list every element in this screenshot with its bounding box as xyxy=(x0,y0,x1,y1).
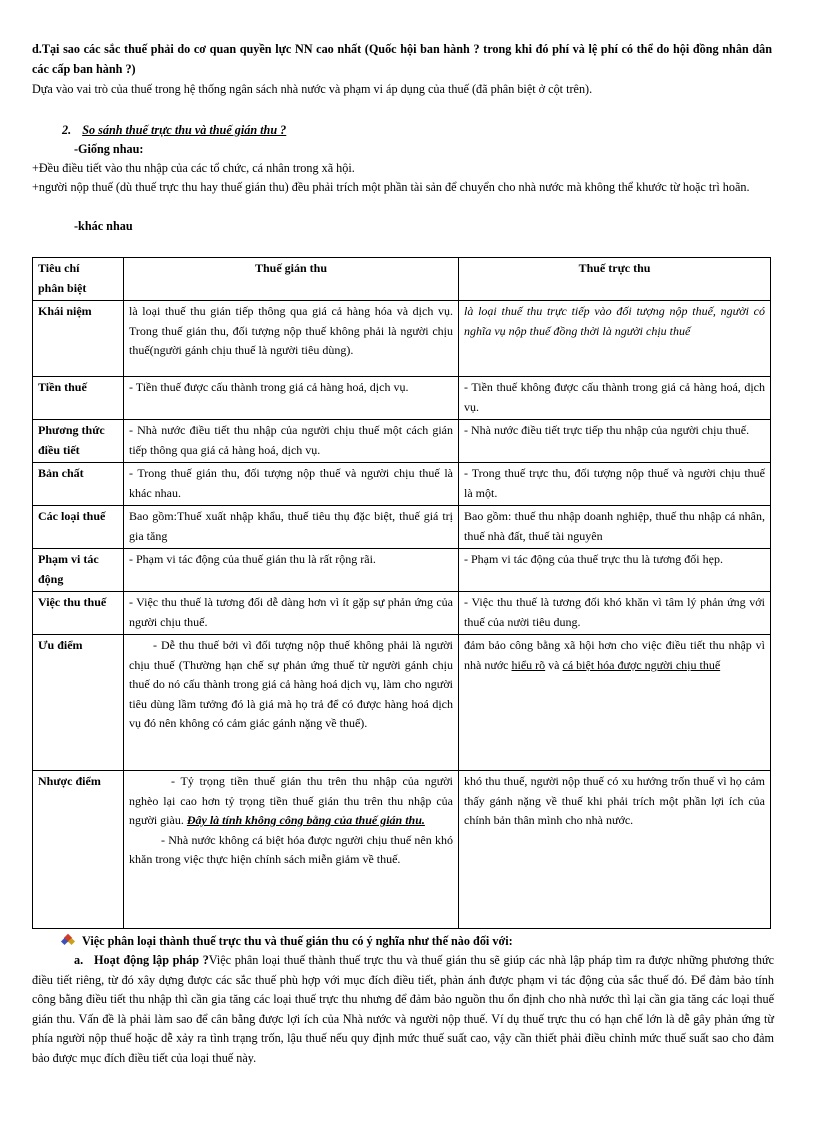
row-direct-cell: khó thu thuế, người nộp thuế có xu hướng trốn thuế vì họ cảm thấy gánh nặng về thuế khi phải trích một phần lợi ích của chính bản thân mình cho nhà nước. xyxy=(459,771,771,929)
row-indirect-cell: - Phạm vi tác động của thuế gián thu là rất rộng rãi. xyxy=(124,549,459,592)
row-direct-cell: - Trong thuế trực thu, đối tượng nộp thuế và người chịu thuế là một. xyxy=(459,463,771,506)
advantage-direct-text-3: và xyxy=(545,657,563,672)
row-indirect-cell: - Tiền thuế được cấu thành trong giá cả hàng hoá, dịch vụ. xyxy=(124,377,459,420)
header-criteria xyxy=(33,258,124,301)
section-2-title: So sánh thuế trực thu và thuế gián thu ? xyxy=(82,123,287,137)
table-header-row xyxy=(33,258,771,301)
row-criterion: Bản chất xyxy=(33,463,124,506)
row-indirect-cell xyxy=(124,771,459,929)
section-3-heading-text: Việc phân loại thành thuế trực thu và thuế gián thu có ý nghĩa như thế nào đối với: xyxy=(82,934,513,948)
advantage-direct-text-2: hiểu rõ xyxy=(511,657,546,672)
advantage-direct-text-1: đảm bảo công bằng xã hội hơn cho việc điều tiết thu nhập vì nhà nước xyxy=(464,638,765,672)
section-2-heading xyxy=(62,120,286,140)
row-direct-cell: Bao gồm: thuế thu nhập doanh nghiệp, thuế thu nhập cá nhân, thuế nhà đất, thuế tài nguyên xyxy=(459,506,771,549)
item-a-label: a. xyxy=(74,953,84,967)
row-criterion: Khái niệm xyxy=(33,301,124,377)
colored-diamond-bullet-icon xyxy=(62,934,76,946)
row-indirect-cell: Bao gồm:Thuế xuất nhập khẩu, thuế tiêu thụ đặc biệt, thuế giá trị gia tăng xyxy=(124,506,459,549)
question-d-answer: Dựa vào vai trò của thuế trong hệ thống ngân sách nhà nước và phạm vi áp dụng của thuế (đã phân biệt ở cột trên). xyxy=(32,82,593,96)
row-criterion: Nhược điểm xyxy=(33,771,124,929)
table-row xyxy=(33,592,771,635)
disadvantage-indirect-text-1: - Tỷ trọng tiền thuế gián thu trên thu nhập của người nghèo lại cao hơn tỷ trọng tiền thuế gián thu trên thu nhập của người giàu. xyxy=(129,774,453,827)
item-a-text: Việc phân loại thuế thành thuế trực thu và thuế gián thu sẽ giúp các nhà lập pháp tìm ra được những phương thức điều tiết riêng, từ đó xây dựng được các sắc thuế phù hợp với mục đích điều tiết, phản ánh được phạm vi tác động của sắc thuế đó. Để đảm bảo tính công bằng điều tiết thu nhập thì cần gia tăng các loại thuế trực thu nhưng để đảm bảo nguồn thu ổn định cho nhà nước thì lại cần gia tăng các loại thuế gián thu. Vấn đề là phải làm sao để cân bằng được lợi ích của Nhà nước và người nộp thuế. Ví dụ thuế trực thu có hạn chế lớn là dễ gây phản ứng từ phía người nộp thuế hoặc dễ xảy ra tình trạng trốn, lậu thuế nếu quy định mức thuế suất cao, vậy cần thiết phải điều chỉnh mức thuế suất sao cho đảm bảo được mục đích điều tiết của loại thuế này. xyxy=(32,953,775,1065)
section-3-heading xyxy=(62,931,513,951)
disadvantage-indirect-text-2: - Nhà nước không cá biệt hóa được người chịu thuế nên khó khăn trong việc thực hiện chính sách miễn giảm về thuế. xyxy=(129,832,453,866)
table-row xyxy=(33,549,771,592)
row-indirect-cell: - Trong thuế gián thu, đối tượng nộp thuế và người chịu thuế là khác nhau. xyxy=(124,463,459,506)
row-criterion: Các loại thuế xyxy=(33,506,124,549)
row-direct-cell xyxy=(459,635,771,771)
header-indirect-tax: Thuế gián thu xyxy=(124,258,459,301)
advantage-direct-text-4: cá biệt hóa được người chịu thuế xyxy=(562,657,721,672)
row-criterion: Phạm vi tác động xyxy=(33,549,124,592)
similar-point-2: +người nộp thuế (dù thuế trực thu hay thuế gián thu) đều phải trích một phần tài sản để chuyển cho nhà nước mà không thể khước từ hoặc trì hoãn. xyxy=(32,180,750,194)
row-indirect-cell: - Dễ thu thuế bởi vì đối tượng nộp thuế không phải là người chịu thuế (Thường hạn chế sự phản ứng thuế từ người gánh chịu thuế do nó cấu thành trong giá cả hàng hoá dịch vụ, làm cho người tiêu dùng lầm tưởng đó là giá mà họ trả để có được hàng hoá dịch vụ đó nên không có cảm giác gánh nặng về thuế). xyxy=(124,635,459,771)
row-criterion: Phương thức điều tiết xyxy=(33,420,124,463)
row-direct-cell: - Phạm vi tác động của thuế trực thu là tương đối hẹp. xyxy=(459,549,771,592)
row-direct-cell: - Tiền thuế không được cấu thành trong giá cả hàng hoá, dịch vụ. xyxy=(459,377,771,420)
row-criterion: Tiền thuế xyxy=(33,377,124,420)
comparison-table xyxy=(32,257,771,929)
table-row xyxy=(33,635,771,771)
header-direct-tax: Thuế trực thu xyxy=(459,258,771,301)
similar-point-1: +Đều điều tiết vào thu nhập của các tổ chức, cá nhân trong xã hội. xyxy=(32,161,355,175)
row-direct-cell: là loại thuế thu trực tiếp vào đối tượng nộp thuế, người có nghĩa vụ nộp thuế đồng thời là người chịu thuế xyxy=(459,301,771,377)
table-row xyxy=(33,463,771,506)
question-d: d.Tại sao các sắc thuế phải do cơ quan quyền lực NN cao nhất (Quốc hội ban hành ? trong khi đó phí và lệ phí có thể do hội đồng nhân dân các cấp ban hành ?) xyxy=(32,42,772,76)
table-row xyxy=(33,377,771,420)
row-criterion: Ưu điểm xyxy=(33,635,124,771)
table-row xyxy=(33,301,771,377)
table-row xyxy=(33,771,771,929)
similar-heading: -Giống nhau: xyxy=(74,142,144,156)
row-indirect-cell: - Việc thu thuế là tương đối dễ dàng hơn vì ít gặp sự phản ứng của người chịu thuế. xyxy=(124,592,459,635)
row-indirect-cell: là loại thuế thu gián tiếp thông qua giá cả hàng hóa và dịch vụ. Trong thuế gián thu, đối tượng nộp thuế không phải là người chịu thuế(người gánh chịu thuế là người tiêu dùng). xyxy=(124,301,459,377)
disadvantage-indirect-emphasis: Đây là tính không công bằng của thuế gián thu. xyxy=(186,813,425,827)
table-row xyxy=(33,420,771,463)
section-2-number: 2. xyxy=(62,123,72,137)
item-a-title: Hoạt động lập pháp ? xyxy=(94,953,209,967)
section-3-paragraph xyxy=(32,951,774,1069)
different-heading: -khác nhau xyxy=(74,219,133,233)
row-criterion: Việc thu thuế xyxy=(33,592,124,635)
row-indirect-cell: - Nhà nước điều tiết thu nhập của người chịu thuế một cách gián tiếp thông qua giá cả hàng hoá, dịch vụ. xyxy=(124,420,459,463)
row-direct-cell: - Nhà nước điều tiết trực tiếp thu nhập của người chịu thuế. xyxy=(459,420,771,463)
table-row xyxy=(33,506,771,549)
header-criteria-label-2: phân biệt xyxy=(38,280,87,295)
row-direct-cell: - Việc thu thuế là tương đối khó khăn vì tâm lý phản ứng với thuế của nười tiêu dung. xyxy=(459,592,771,635)
header-criteria-label: Tiêu chí xyxy=(38,261,80,275)
